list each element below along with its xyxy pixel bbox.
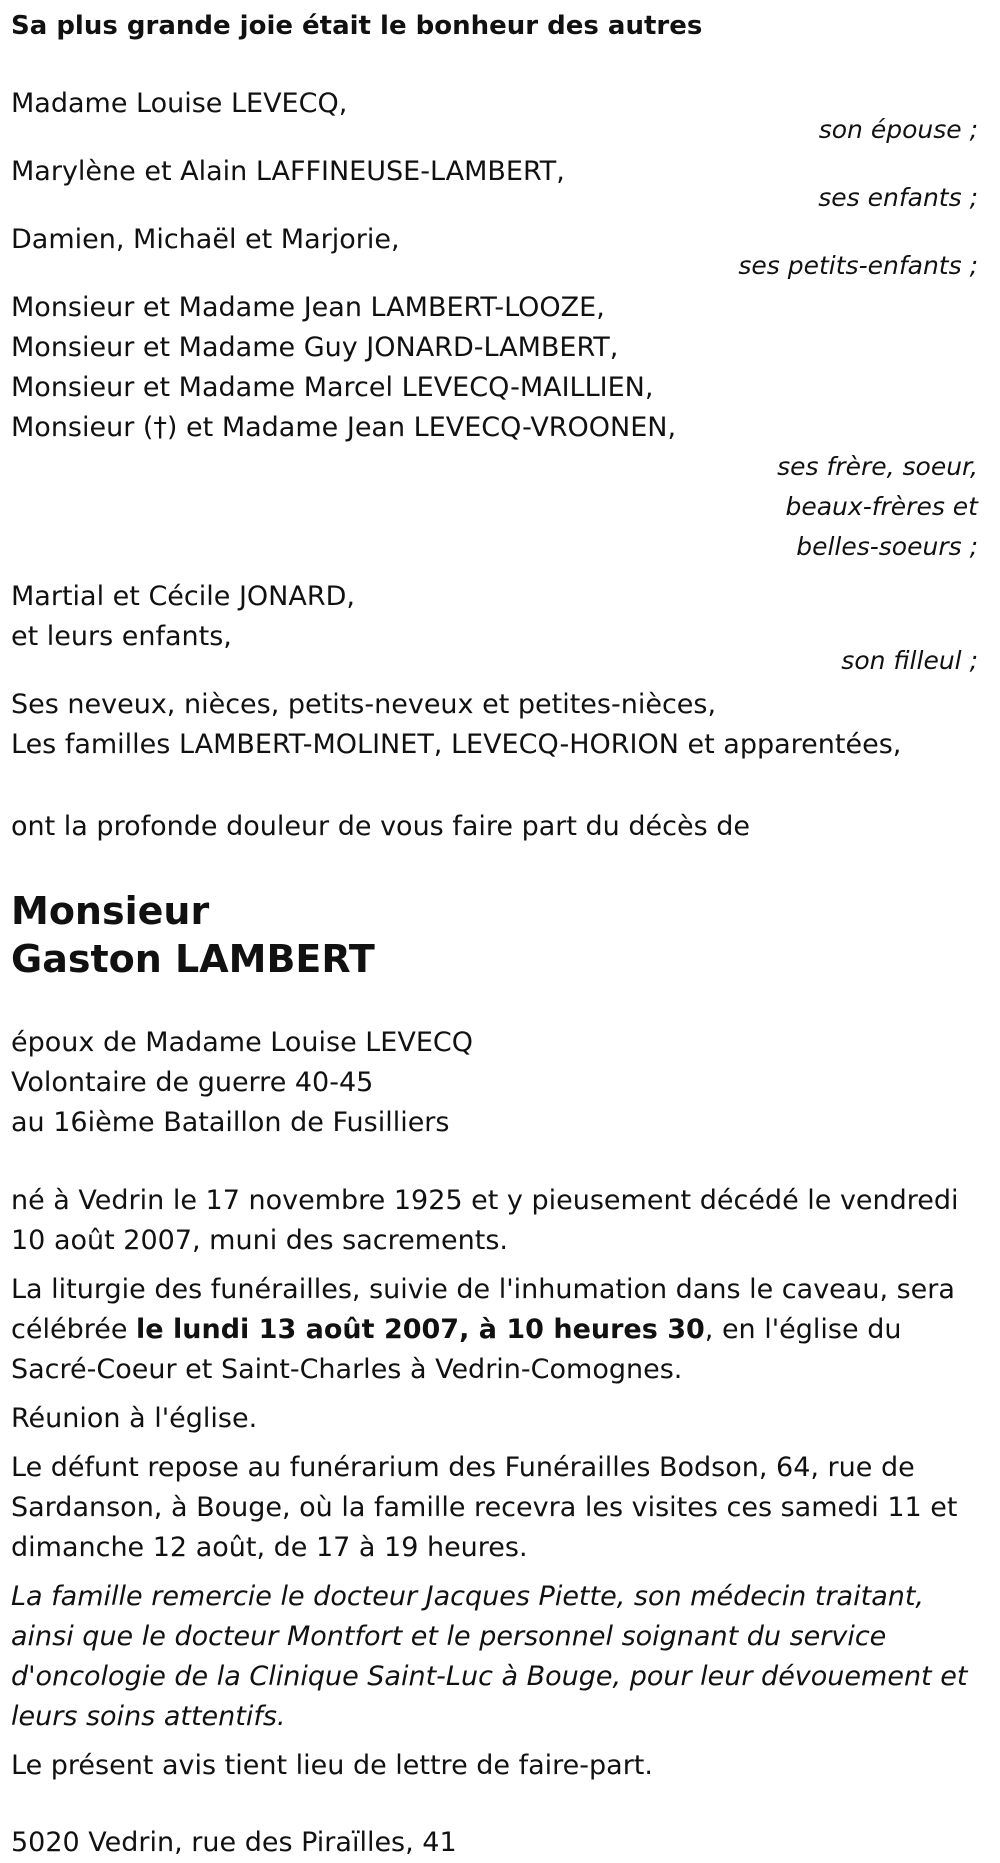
family-grandchildren: Damien, Michaël et Marjorie, [11,224,400,255]
grandchildren-role: ses petits-enfants ; [738,251,978,280]
wife-role: son épouse ; [818,115,978,144]
address: 5020 Vedrin, rue des Piraïlles, 41 [11,1827,457,1858]
deceased-title: Monsieur [11,889,210,933]
godson-line-1: Martial et Cécile JONARD, [11,581,355,612]
sibling-line: Monsieur et Madame Guy JONARD-LAMBERT, [11,332,619,363]
liturgy-text-end: , en l'église du Sacré-Coeur et Saint-Charles à Vedrin-Comognes. [11,1314,902,1385]
notice-paragraph: Le présent avis tient lieu de lettre de faire-part. [11,1750,653,1781]
detail-volunteer: Volontaire de guerre 40-45 [11,1067,374,1098]
deceased-name: Gaston LAMBERT [11,937,375,981]
family-children: Marylène et Alain LAFFINEUSE-LAMBERT, [11,156,565,187]
detail-battalion: au 16ième Bataillon de Fusilliers [11,1107,450,1138]
liturgy-paragraph [11,1270,989,1390]
siblings-list [11,288,989,448]
detail-spouse: époux de Madame Louise LEVECQ [11,1027,473,1058]
siblings-role-2: beaux-frères et [785,492,978,521]
sibling-line: Monsieur (†) et Madame Jean LEVECQ-VROONEN, [11,412,677,443]
godson-role: son filleul ; [841,646,978,675]
others-line-1: Ses neveux, nièces, petits-neveux et petites-nièces, [11,689,717,720]
sibling-line: Monsieur et Madame Marcel LEVECQ-MAILLIEN, [11,372,654,403]
birth-paragraph: né à Vedrin le 17 novembre 1925 et y pieusement décédé le vendredi 10 août 2007, muni des sacrements. [11,1185,959,1256]
liturgy-text-start: La liturgie des funérailles, suivie de l'inhumation dans le caveau, sera célébrée [11,1274,955,1345]
family-wife: Madame Louise LEVECQ, [11,88,348,119]
others-line-2: Les familles LAMBERT-MOLINET, LEVECQ-HORION et apparentées, [11,729,902,760]
liturgy-date: le lundi 13 août 2007, à 10 heures 30 [136,1314,705,1345]
sibling-line: Monsieur et Madame Jean LAMBERT-LOOZE, [11,292,605,323]
meeting-paragraph: Réunion à l'église. [11,1403,258,1434]
siblings-role-1: ses frère, soeur, [777,452,978,481]
siblings-role-3: belles-soeurs ; [796,532,978,561]
godson-line-2: et leurs enfants, [11,621,232,652]
rest-paragraph: Le défunt repose au funérarium des Funérailles Bodson, 64, rue de Sardanson, à Bouge, où la famille recevra les visites ces samedi 11 et dimanche 12 août, de 17 à 19 heures. [11,1452,958,1563]
announcement: ont la profonde douleur de vous faire part du décès de [11,811,750,842]
thanks-paragraph: La famille remercie le docteur Jacques Piette, son médecin traitant, ainsi que le docteur Montfort et le personnel soignant du service d'oncologie de la Clinique Saint-Luc à Bouge, pour leur dévouement et leurs soins attentifs. [11,1581,968,1732]
motto: Sa plus grande joie était le bonheur des autres [11,11,703,41]
children-role: ses enfants ; [818,183,978,212]
